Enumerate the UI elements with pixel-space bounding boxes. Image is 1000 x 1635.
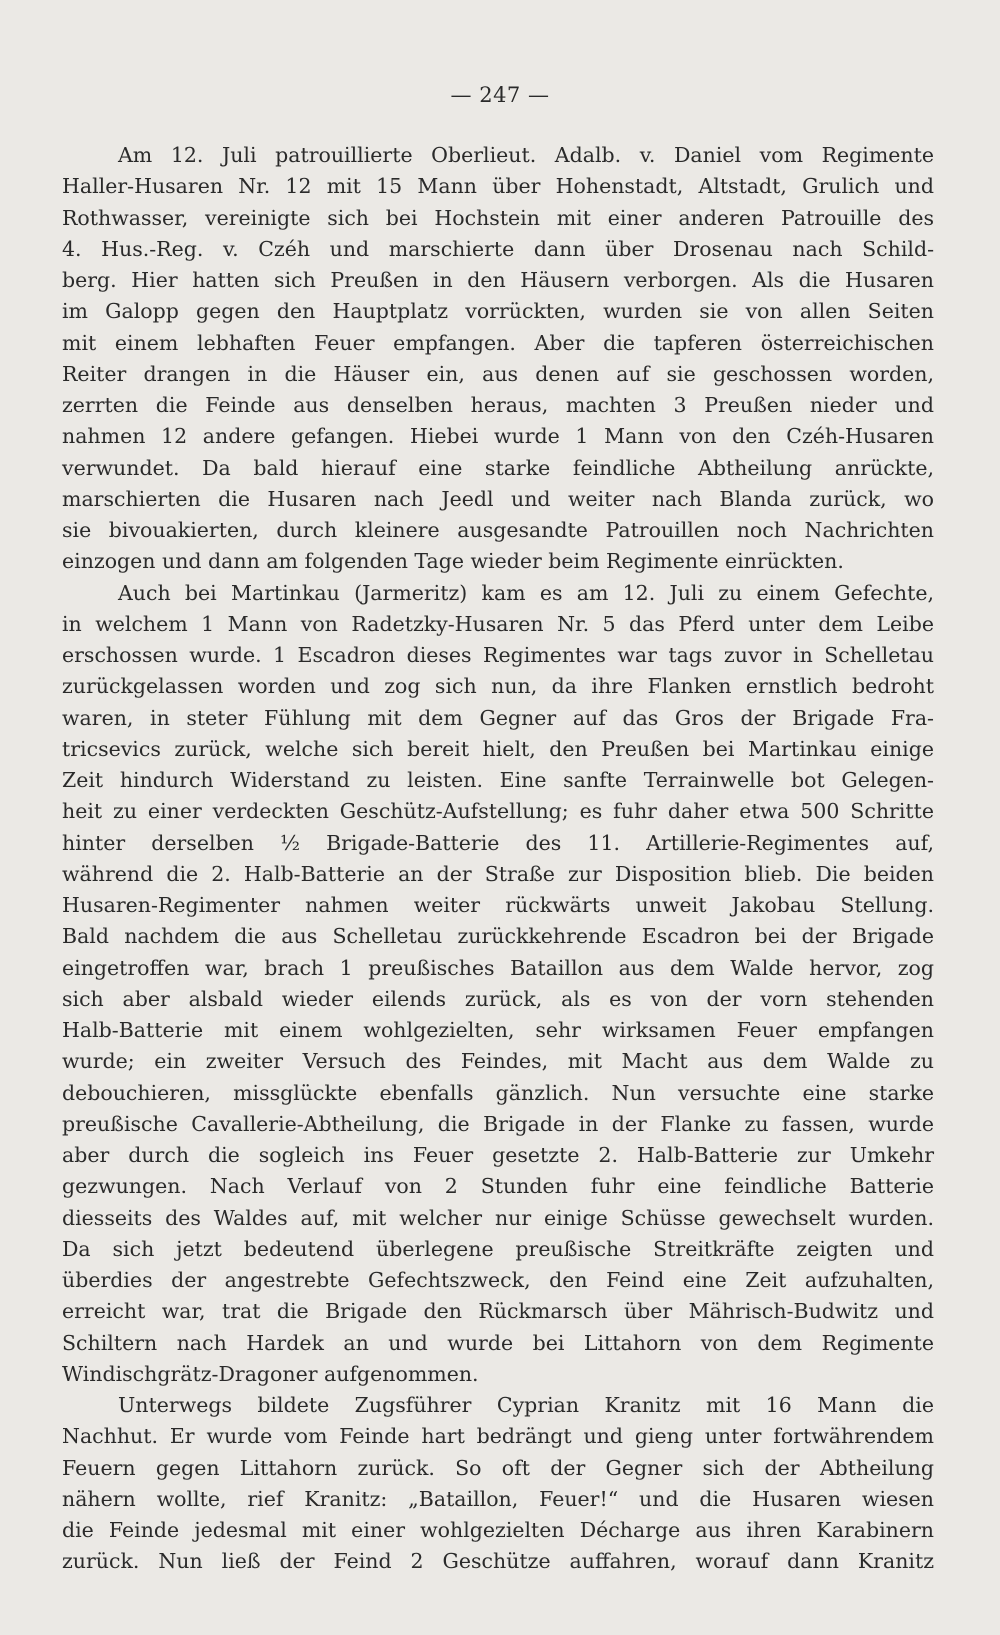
text-line: Auch bei Martinkau (Jarmeritz) kam es am 12. Juli zu einem Gefechte, xyxy=(118,580,934,605)
text-line: Unterwegs bildete Zugsführer Cyprian Kranitz mit 16 Mann die xyxy=(118,1393,934,1417)
text-line: Husaren-Regimenter nahmen weiter rückwärts unweit Jakobau Stellung. xyxy=(62,893,934,917)
text-line: gezwungen. Nach Verlauf von 2 Stunden fuhr eine feindliche Batterie xyxy=(62,1174,934,1199)
text-line: tricsevics zurück, welche sich bereit hielt, den Preußen bei Martinkau einige xyxy=(62,736,934,761)
text-line: Bald nachdem die aus Schelletau zurückkehrende Escadron bei der Brigade xyxy=(62,924,934,949)
body-text xyxy=(62,140,934,1578)
text-line: 4. Hus.-Reg. v. Czéh und marschierte dann über Drosenau nach Schild- xyxy=(62,236,934,261)
text-line: diesseits des Waldes auf, mit welcher nur einige Schüsse gewechselt wurden. xyxy=(62,1205,934,1230)
text-line: eingetroffen war, brach 1 preußisches Bataillon aus dem Walde hervor, zog xyxy=(62,955,934,980)
text-line: zurück. Nun ließ der Feind 2 Geschütze auffahren, worauf dann Kranitz xyxy=(62,1549,934,1574)
text-line: waren, in steter Fühlung mit dem Gegner auf das Gros der Brigade Fra- xyxy=(62,705,934,730)
text-line: sie bivouakierten, durch kleinere ausgesandte Patrouillen noch Nachrichten xyxy=(62,518,934,542)
text-line: Windischgrätz-Dragoner aufgenommen. xyxy=(62,1361,479,1386)
text-line: zurückgelassen worden und zog sich nun, da ihre Flanken ernstlich bedroht xyxy=(62,674,934,699)
text-line: hinter derselben ½ Brigade-Batterie des 11. Artillerie-Regimentes auf, xyxy=(62,830,934,855)
text-line: Rothwasser, vereinigte sich bei Hochstein mit einer anderen Patrouille des xyxy=(62,205,934,230)
text-line: preußische Cavallerie-Abtheilung, die Brigade in der Flanke zu fassen, wurde xyxy=(62,1111,934,1136)
text-line: Am 12. Juli patrouillierte Oberlieut. Adalb. v. Daniel vom Regimente xyxy=(118,143,934,167)
text-line: Halb-Batterie mit einem wohlgezielten, sehr wirksamen Feuer empfangen xyxy=(62,1018,934,1042)
text-line: nähern wollte, rief Kranitz: „Bataillon, Feuer!“ und die Husaren wiesen xyxy=(62,1486,934,1511)
text-line: verwundet. Da bald hierauf eine starke feindliche Abtheilung anrückte, xyxy=(62,455,934,480)
text-line: während die 2. Halb-Batterie an der Straße zur Disposition blieb. Die beiden xyxy=(62,861,934,886)
text-line: nahmen 12 andere gefangen. Hiebei wurde 1 Mann von den Czéh-Husaren xyxy=(62,424,934,449)
text-line: mit einem lebhaften Feuer empfangen. Aber die tapferen österreichischen xyxy=(62,330,934,355)
text-line: Nachhut. Er wurde vom Feinde hart bedrängt und gieng unter fortwährendem xyxy=(62,1424,934,1449)
text-line: zerrten die Feinde aus denselben heraus, machten 3 Preußen nieder und xyxy=(62,393,934,417)
text-line: in welchem 1 Mann von Radetzky-Husaren Nr. 5 das Pferd unter dem Leibe xyxy=(62,611,934,636)
text-line: Schiltern nach Hardek an und wurde bei Littahorn von dem Regimente xyxy=(62,1330,934,1355)
text-line: berg. Hier hatten sich Preußen in den Häusern verborgen. Als die Husaren xyxy=(62,268,934,292)
text-line: die Feinde jedesmal mit einer wohlgezielten Décharge aus ihren Karabinern xyxy=(62,1518,934,1542)
text-line: erschossen wurde. 1 Escadron dieses Regimentes war tags zuvor in Schelletau xyxy=(62,643,934,667)
text-line: aber durch die sogleich ins Feuer gesetzte 2. Halb-Batterie zur Umkehr xyxy=(62,1143,934,1167)
text-line: einzogen und dann am folgenden Tage wieder beim Regimente einrückten. xyxy=(62,549,844,574)
text-line: debouchieren, missglückte ebenfalls gänzlich. Nun versuchte eine starke xyxy=(62,1080,934,1105)
text-line: sich aber alsbald wieder eilends zurück, als es von der vorn stehenden xyxy=(62,986,934,1011)
page-number: — 247 — xyxy=(450,83,550,107)
text-line: erreicht war, trat die Brigade den Rückmarsch über Mährisch-Budwitz und xyxy=(62,1299,934,1324)
text-line: im Galopp gegen den Hauptplatz vorrückten, wurden sie von allen Seiten xyxy=(62,299,934,324)
text-line: Haller-Husaren Nr. 12 mit 15 Mann über Hohenstadt, Altstadt, Grulich und xyxy=(62,174,934,199)
text-line: Da sich jetzt bedeutend überlegene preußische Streitkräfte zeigten und xyxy=(62,1236,934,1261)
text-line: Zeit hindurch Widerstand zu leisten. Eine sanfte Terrainwelle bot Gelegen- xyxy=(62,768,934,792)
text-line: Reiter drangen in die Häuser ein, aus denen auf sie geschossen worden, xyxy=(62,361,934,386)
text-line: marschierten die Husaren nach Jeedl und weiter nach Blanda zurück, wo xyxy=(62,486,934,511)
text-line: überdies der angestrebte Gefechtszweck, den Feind eine Zeit aufzuhalten, xyxy=(62,1268,934,1292)
text-line: heit zu einer verdeckten Geschütz-Aufstellung; es fuhr daher etwa 500 Schritte xyxy=(62,799,934,824)
text-line: wurde; ein zweiter Versuch des Feindes, mit Macht aus dem Walde zu xyxy=(62,1049,934,1074)
text-line: Feuern gegen Littahorn zurück. So oft der Gegner sich der Abtheilung xyxy=(62,1455,934,1480)
